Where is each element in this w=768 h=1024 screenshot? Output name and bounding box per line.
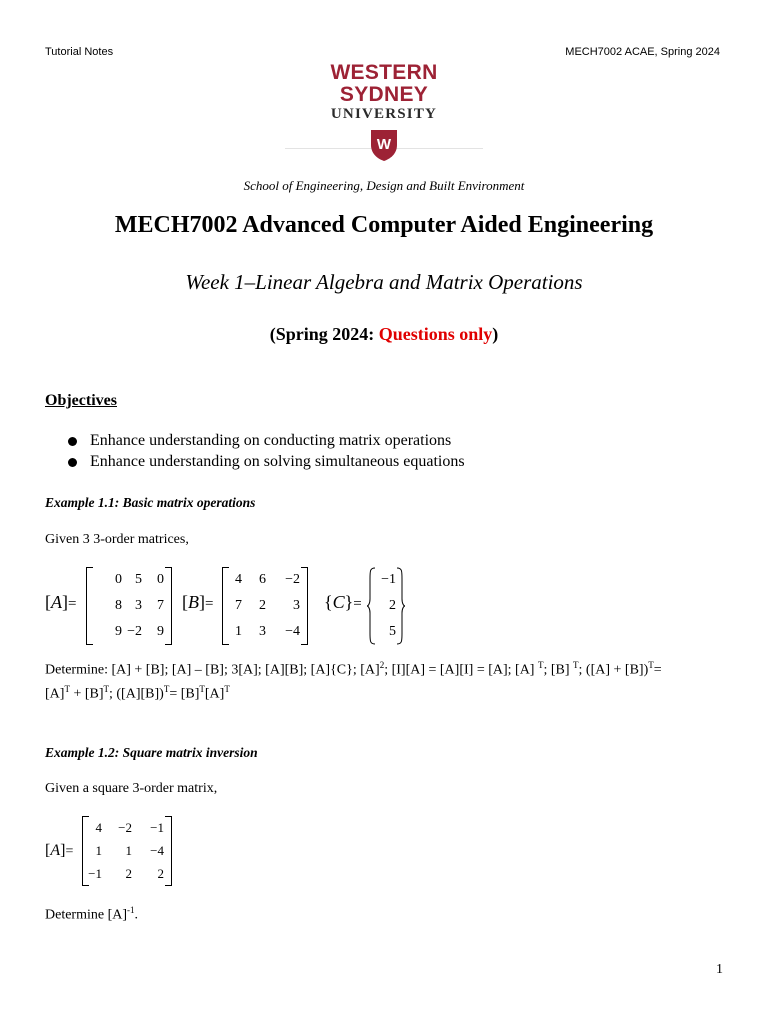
season-prefix: (Spring 2024:	[269, 324, 379, 344]
matrix-cell: −2	[127, 624, 142, 639]
determine-text: ; [B]	[543, 662, 574, 678]
matrix-cell: 2	[157, 866, 164, 881]
equals-sign: =	[353, 596, 362, 612]
objectives-heading: Objectives	[45, 392, 117, 409]
matrix-a2	[82, 816, 172, 886]
vector-cell: 5	[389, 624, 396, 639]
university-logo	[285, 58, 483, 153]
matrix-b-name: B	[188, 592, 199, 612]
example1-intro: Given 3 3-order matrices,	[45, 532, 189, 547]
vector-c-label: {C}=	[324, 592, 362, 612]
superscript: T	[573, 660, 579, 670]
matrix-cell: 0	[115, 572, 122, 587]
matrix-cell: −1	[150, 820, 164, 835]
matrix-cell: 7	[157, 598, 164, 613]
matrix-a-label: [A]=	[45, 592, 77, 612]
superscript: T	[103, 683, 109, 694]
matrix-a	[86, 567, 172, 645]
objective-item	[68, 432, 451, 450]
season-highlight: Questions only	[378, 324, 493, 344]
matrix-cell: 6	[259, 572, 266, 587]
equals-sign: =	[205, 596, 214, 612]
superscript: T	[64, 683, 70, 694]
matrix-cell: 8	[115, 598, 122, 613]
matrix-cell: −4	[285, 624, 300, 639]
matrix-cell: 3	[135, 598, 142, 613]
matrix-cell: 1	[235, 624, 242, 639]
determine-text: =	[653, 662, 662, 678]
superscript: T	[163, 683, 170, 694]
determine-text: .	[134, 907, 139, 923]
matrix-a2-name: A	[50, 842, 61, 859]
matrix-cell: 1	[95, 843, 102, 858]
equals-sign: =	[68, 596, 77, 612]
bullet-icon	[68, 458, 77, 467]
objective-item	[68, 453, 465, 471]
header-left: Tutorial Notes	[45, 46, 114, 58]
superscript: T	[199, 683, 205, 694]
determine-text: Determine [A]	[45, 907, 128, 923]
superscript: T	[648, 660, 654, 670]
matrix-cell: 0	[157, 572, 164, 587]
school-name: School of Engineering, Design and Built Environment	[243, 178, 525, 193]
matrix-cell: 2	[259, 598, 266, 613]
header-right: MECH7002 ACAE, Spring 2024	[565, 46, 720, 58]
vector-cell: −1	[381, 572, 396, 587]
determine-text: [A]	[45, 686, 65, 702]
matrix-a2-label: [A]=	[45, 842, 74, 859]
page-number: 1	[716, 962, 723, 977]
matrix-cell: 2	[125, 866, 132, 881]
superscript: T	[537, 660, 544, 670]
crest-letter: W	[376, 136, 392, 153]
logo-line2: UNIVERSITY	[330, 106, 438, 122]
superscript: 2	[379, 660, 385, 670]
page-subtitle: Week 1–Linear Algebra and Matrix Operations	[185, 270, 583, 294]
matrix-cell: 3	[293, 598, 300, 613]
objective-text: Enhance understanding on solving simultaneous equations	[90, 453, 465, 470]
determine-text: ; ([A][B])	[109, 686, 164, 702]
matrix-b	[222, 567, 308, 645]
matrix-cell: −1	[88, 866, 102, 881]
page-title: MECH7002 Advanced Computer Aided Engineering	[114, 212, 654, 238]
matrix-cell: −2	[118, 820, 132, 835]
example2-determine	[45, 905, 138, 924]
example2-intro: Given a square 3-order matrix,	[45, 781, 218, 796]
matrix-cell: −2	[285, 572, 300, 587]
determine-text: ; [I][A] = [A][I] = [A]; [A]	[384, 662, 538, 678]
determine-text: + [B]	[69, 686, 104, 702]
vector-c	[366, 567, 406, 645]
superscript: -1	[127, 905, 135, 915]
superscript: T	[224, 683, 230, 694]
matrix-cell: 3	[259, 624, 266, 639]
determine-text: [A]	[204, 686, 225, 702]
matrix-cell: 7	[235, 598, 242, 613]
matrix-cell: 4	[235, 572, 242, 587]
matrix-cell: 1	[125, 843, 132, 858]
matrix-cell: −4	[150, 843, 164, 858]
matrix-cell: 9	[157, 624, 164, 639]
vector-c-name: C	[332, 592, 345, 612]
example1-heading: Example 1.1: Basic matrix operations	[45, 495, 256, 510]
matrix-a-name: A	[51, 592, 62, 612]
season-line	[0, 324, 768, 345]
determine-text: = [B]	[169, 686, 200, 702]
determine-text: Determine: [A] + [B]; [A] – [B]; 3[A]; [A][B]; [A]{C}; [A]	[45, 662, 380, 678]
example1-determine	[45, 656, 725, 703]
season-suffix: )	[492, 324, 499, 344]
matrix-cell: 5	[135, 572, 142, 587]
right-brace-icon	[396, 567, 406, 645]
determine-text: ; ([A] + [B])	[578, 662, 649, 678]
crest-icon	[369, 128, 399, 162]
bullet-icon	[68, 437, 77, 446]
logo-line1: WESTERN SYDNEY	[330, 61, 438, 106]
example2-heading: Example 1.2: Square matrix inversion	[45, 745, 258, 760]
matrix-cell: 9	[115, 624, 122, 639]
matrix-b-label: [B]=	[182, 592, 214, 612]
objective-text: Enhance understanding on conducting matrix operations	[90, 432, 452, 449]
equals-sign: =	[65, 844, 74, 859]
vector-cell: 2	[389, 598, 396, 613]
matrix-cell: 4	[95, 820, 102, 835]
